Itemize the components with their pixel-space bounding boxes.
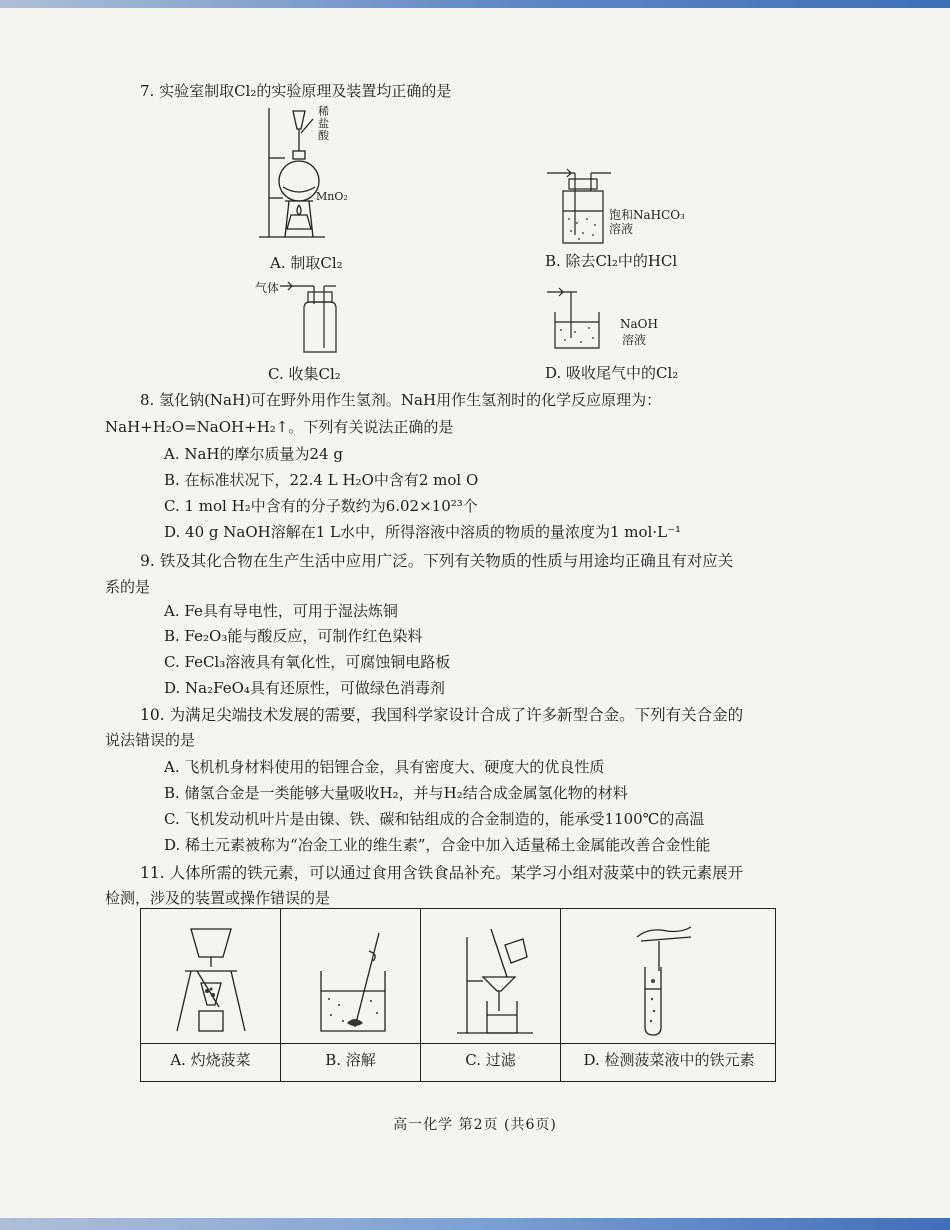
q7-b-reagent-label-1: 饱和NaHCO₃ (609, 208, 685, 222)
table-label-a: A. 灼烧菠菜 (170, 1051, 251, 1069)
scan-edge-top (0, 0, 950, 8)
q7-d-reagent-label-2: 溶液 (622, 333, 647, 347)
q9-stem-line-1: 9. 铁及其化合物在生产生活中应用广泛。下列有关物质的性质与用途均正确且有对应关 (140, 552, 734, 570)
filtration-funnel-icon (421, 915, 561, 1039)
table-label-c: C. 过滤 (465, 1051, 516, 1069)
cell-a-figure (141, 915, 280, 1039)
crucible-tripod-icon (141, 915, 281, 1039)
scan-edge-bottom (0, 1218, 950, 1230)
q8-option-b: B. 在标准状况下，22.4 L H₂O中含有2 mol O (164, 471, 479, 489)
collection-bottle-icon (278, 278, 348, 358)
flask-apparatus-icon (255, 103, 365, 243)
q9-option-a: A. Fe具有导电性，可用于湿法炼铜 (164, 602, 398, 620)
q7-d-reagent-label-1: NaOH (620, 317, 658, 331)
cell-c-figure (421, 915, 560, 1039)
table-cell-a (141, 909, 281, 1081)
q9-stem-line-2: 系的是 (105, 578, 151, 596)
q7-a-mno2-label: MnO₂ (316, 190, 348, 203)
q8-option-c: C. 1 mol H₂中含有的分子数约为6.02×10²³个 (164, 497, 478, 515)
table-cell-c (421, 909, 561, 1081)
q7-figure-a (255, 103, 365, 243)
q9-option-b: B. Fe₂O₃能与酸反应，可制作红色染料 (164, 627, 423, 645)
q7-figure-d (545, 284, 615, 354)
cell-b-figure (281, 915, 420, 1039)
q10-option-c: C. 飞机发动机叶片是由镍、铁、碳和钴组成的合金制造的，能承受1100℃的高温 (164, 810, 705, 828)
q8-option-a: A. NaH的摩尔质量为24 g (164, 445, 343, 463)
absorption-beaker-icon (545, 284, 615, 354)
q10-option-a: A. 飞机机身材料使用的铝锂合金，具有密度大、硬度大的优良性质 (164, 758, 605, 776)
q7-a-caption: A. 制取Cl₂ (270, 254, 343, 272)
q7-b-caption: B. 除去Cl₂中的HCl (545, 252, 678, 270)
q8-option-d: D. 40 g NaOH溶解在1 L水中，所得溶液中溶质的物质的量浓度为1 mol·L⁻¹ (164, 523, 681, 541)
q7-stem: 7. 实验室制取Cl₂的实验原理及装置均正确的是 (140, 82, 452, 100)
page-footer: 高一化学 第2页 (共6页) (393, 1117, 557, 1133)
q11-apparatus-table (140, 908, 776, 1082)
q11-stem-line-2: 检测，涉及的装置或操作错误的是 (105, 889, 331, 907)
table-label-d: D. 检测菠菜液中的铁元素 (583, 1051, 755, 1069)
q7-a-acid-label: 稀盐酸 (318, 105, 329, 142)
table-cell-b (281, 909, 421, 1081)
test-tube-dropper-icon (561, 915, 777, 1039)
beaker-stirring-icon (281, 915, 421, 1039)
q10-option-d: D. 稀土元素被称为“冶金工业的维生素”，合金中加入适量稀土金属能改善合金性能 (164, 836, 711, 854)
q10-stem-line-1: 10. 为满足尖端技术发展的需要，我国科学家设计合成了许多新型合金。下列有关合金的 (140, 706, 744, 724)
q7-b-reagent-label-2: 溶液 (609, 222, 634, 236)
q11-stem-line-1: 11. 人体所需的铁元素，可以通过食用含铁食品补充。某学习小组对菠菜中的铁元素展开 (140, 864, 744, 882)
q8-stem-line-1: 8. 氢化钠(NaH)可在野外用作生氢剂。NaH用作生氢剂时的化学反应原理为： (140, 391, 662, 409)
q7-figure-b (545, 165, 615, 247)
gas-washing-bottle-icon (545, 165, 615, 247)
q7-figure-c (278, 278, 348, 358)
table-label-b: B. 溶解 (325, 1051, 376, 1069)
q7-d-caption: D. 吸收尾气中的Cl₂ (545, 364, 679, 382)
q7-c-gas-label: 气体 (255, 281, 280, 295)
q10-stem-line-2: 说法错误的是 (105, 731, 196, 749)
q10-option-b: B. 储氢合金是一类能够大量吸收H₂，并与H₂结合成金属氢化物的材料 (164, 784, 628, 802)
q8-stem-line-2: NaH+H₂O=NaOH+H₂↑。下列有关说法正确的是 (105, 418, 454, 436)
cell-d-figure (561, 915, 777, 1039)
q7-c-caption: C. 收集Cl₂ (268, 365, 341, 383)
table-cell-d (561, 909, 777, 1081)
q9-option-d: D. Na₂FeO₄具有还原性，可做绿色消毒剂 (164, 679, 445, 697)
q9-option-c: C. FeCl₃溶液具有氧化性，可腐蚀铜电路板 (164, 653, 451, 671)
